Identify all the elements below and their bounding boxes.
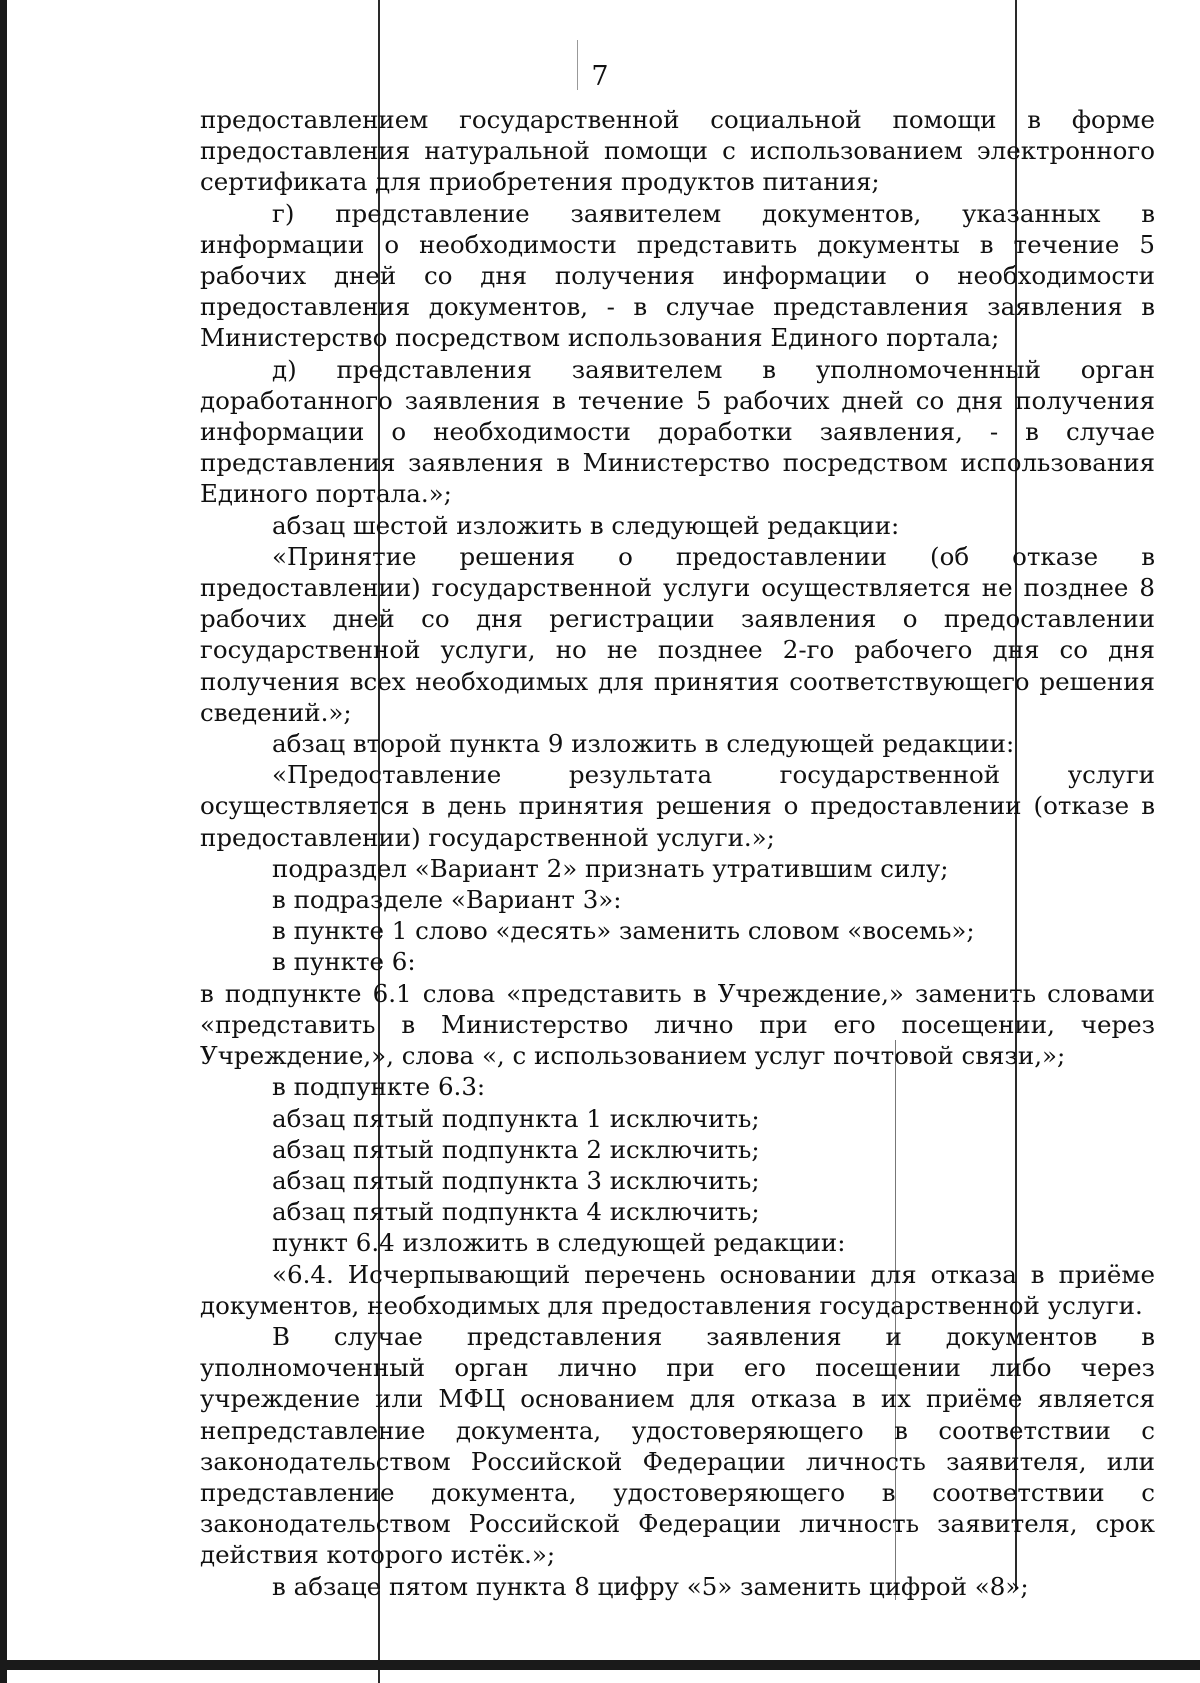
paragraph: «6.4. Исчерпывающий перечень основании для отказа в приёме документов, необходимых для предоставления государственной услуги. [200, 1259, 1155, 1320]
paragraph: предоставлением государственной социальной помощи в форме предоставления натуральной помощи с использованием электронного сертификата для приобретения продуктов питания; [200, 105, 1155, 197]
paragraph: абзац пятый подпункта 2 исключить; [272, 1134, 760, 1164]
paragraph: д) представления заявителем в уполномоченный орган доработанного заявления в течение 5 рабочих дней со дня получения информации о необходимости доработки заявления, - в случае представления заявления в Министерство посредством использования Единого портала.»; [200, 354, 1155, 509]
paragraph: в подпункте 6.1 слова «представить в Учреждение,» заменить словами «представить в Министерство лично при его посещении, через Учреждение,», слова «, с использованием услуг почтовой связи,»; [200, 978, 1155, 1071]
scan-left-edge [0, 0, 7, 1683]
paragraph: абзац пятый подпункта 4 исключить; [272, 1197, 760, 1227]
paragraph: абзац пятый подпункта 1 исключить; [272, 1103, 760, 1133]
paragraph: г) представление заявителем документов, указанных в информации о необходимости представить документы в течение 5 рабочих дней со дня получения информации о необходимости предоставления документов, - в случае представления заявления в Министерство посредством использования Единого портала; [200, 198, 1155, 353]
paragraph: абзац второй пункта 9 изложить в следующей редакции: [272, 729, 1015, 759]
paragraph: В случае представления заявления и документов в уполномоченный орган лично при его посещении либо через учреждение или МФЦ основанием для отказа в их приёме является непредставление документа, удостоверяющего в соответствии с законодательством Российской Федерации личность заявителя, или представление документа, удостоверяющего в соответствии с законодательством Российской Федерации личность заявителя, срок действия которого истёк.»; [200, 1321, 1155, 1570]
paragraph: подраздел «Вариант 2» признать утратившим силу; [272, 853, 949, 883]
paragraph: в подразделе «Вариант 3»: [272, 885, 622, 915]
paragraph: абзац пятый подпункта 3 исключить; [272, 1165, 760, 1195]
paragraph: абзац шестой изложить в следующей редакции: [272, 510, 900, 540]
paragraph: «Предоставление результата государственной услуги осуществляется в день принятия решения о предоставлении (отказе в предоставлении) государственной услуги.»; [200, 760, 1155, 852]
paragraph: в подпункте 6.3: [272, 1072, 486, 1102]
scan-bottom-edge [0, 1660, 1200, 1670]
paragraph: в пункте 1 слово «десять» заменить словом «восемь»; [272, 916, 975, 946]
paragraph: пункт 6.4 изложить в следующей редакции: [272, 1228, 846, 1258]
paragraph: в абзаце пятом пункта 8 цифру «5» заменить цифрой «8»; [272, 1571, 1029, 1601]
document-body [200, 104, 1155, 1602]
page-number: 7 [591, 61, 609, 92]
paragraph: в пункте 6: [272, 947, 416, 977]
paragraph: «Принятие решения о предоставлении (об отказе в предоставлении) государственной услуги осуществляется не позднее 8 рабочих дней со дня регистрации заявления о предоставлении государственной услуги, но не позднее 2-го рабочего дня со дня получения всех необходимых для принятия соответствующего решения сведений.»; [200, 541, 1155, 727]
